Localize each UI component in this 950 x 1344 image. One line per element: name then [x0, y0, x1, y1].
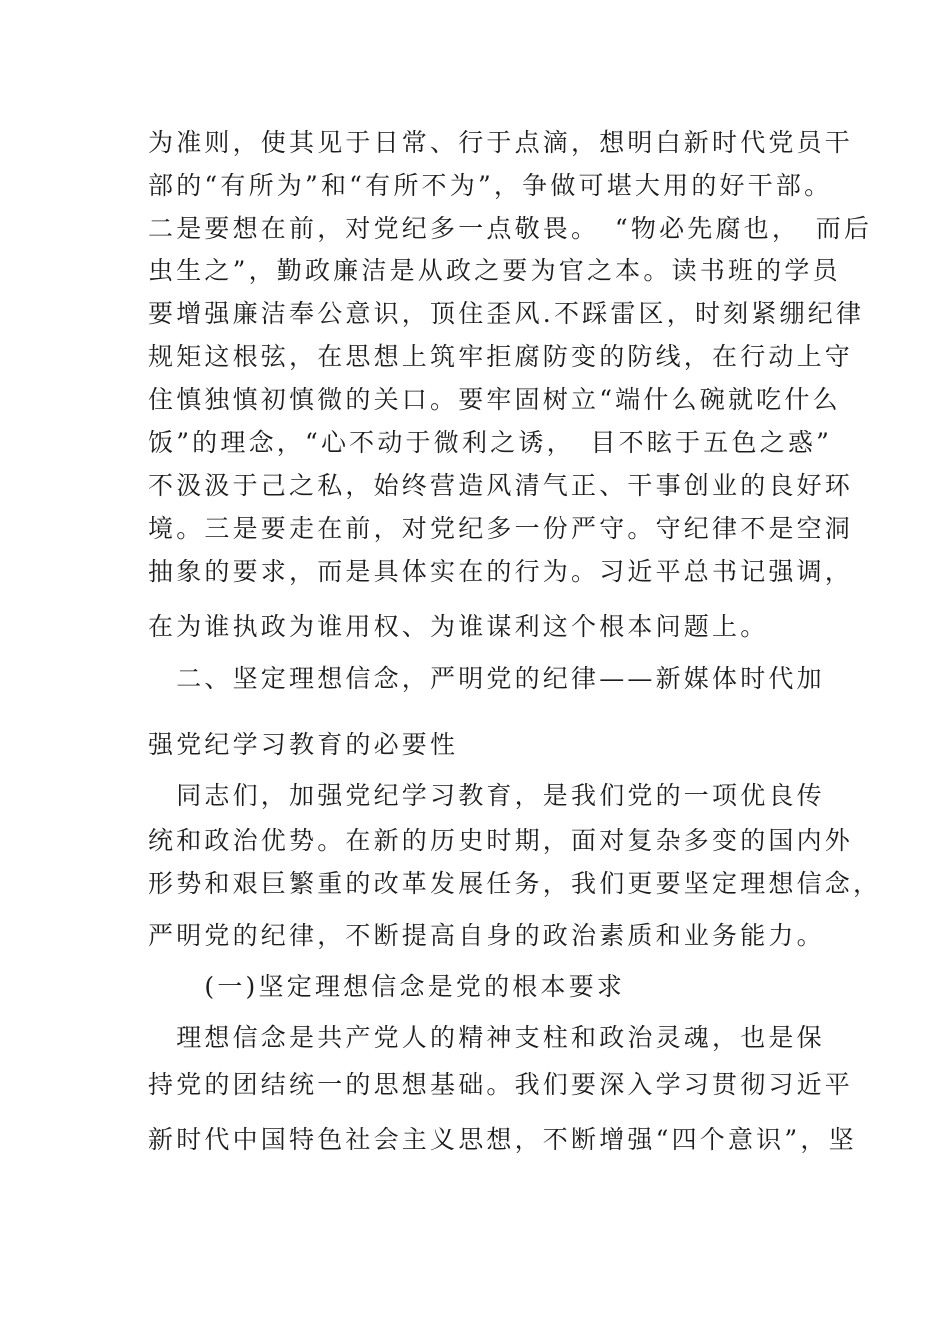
subsection-heading: (一)坚定理想信念是党的根本要求: [148, 972, 626, 1001]
text-line: 二是要想在前，对党纪多一点敬畏。 “物必先腐也， 而后: [148, 214, 873, 243]
section-heading-cont: 强党纪学习教育的必要性: [148, 730, 459, 759]
text-line: 饭”的理念，“心不动于微利之诱， 目不眩于五色之惑”: [148, 428, 833, 457]
text-line: 新时代中国特色社会主义思想，不断增强“四个意识”，坚: [148, 1125, 857, 1154]
text-line: 虫生之”，勤政廉洁是从政之要为官之本。读书班的学员: [148, 256, 841, 285]
text-line: 部的“有所为”和“有所不为”，争做可堪大用的好干部。: [148, 171, 833, 200]
text-line: 抽象的要求，而是具体实在的行为。习近平总书记强调，: [148, 557, 854, 586]
text-line: 统和政治优势。在新的历史时期，面对复杂多变的国内外: [148, 826, 854, 855]
text-line: 规矩这根弦，在思想上筑牢拒腐防变的防线，在行动上守: [148, 342, 854, 371]
text-line: 形势和艰巨繁重的改革发展任务，我们更要坚定理想信念，: [148, 869, 882, 898]
text-line: 持党的团结统一的思想基础。我们要深入学习贯彻习近平: [148, 1070, 854, 1099]
text-line: 严明党的纪律，不断提高自身的政治素质和业务能力。: [148, 921, 825, 950]
text-line: 境。三是要走在前，对党纪多一份严守。守纪律不是空洞: [148, 514, 854, 543]
text-line: 理想信念是共产党人的精神支柱和政治灵魂，也是保: [148, 1023, 825, 1052]
text-line: 住慎独慎初慎微的关口。要牢固树立“端什么碗就吃什么: [148, 385, 841, 414]
section-heading: 二、坚定理想信念，严明党的纪律——新媒体时代加: [148, 664, 825, 693]
text-line: 同志们，加强党纪学习教育，是我们党的一项优良传: [148, 781, 825, 810]
text-line: 不汲汲于己之私，始终营造风清气正、干事创业的良好环: [148, 471, 854, 500]
text-line: 在为谁执政为谁用权、为谁谋利这个根本问题上。: [148, 612, 769, 641]
text-line: 要增强廉洁奉公意识，顶住歪风.不踩雷区，时刻紧绷纪律: [148, 299, 865, 328]
text-line: 为准则，使其见于日常、行于点滴，想明白新时代党员干: [148, 128, 854, 157]
